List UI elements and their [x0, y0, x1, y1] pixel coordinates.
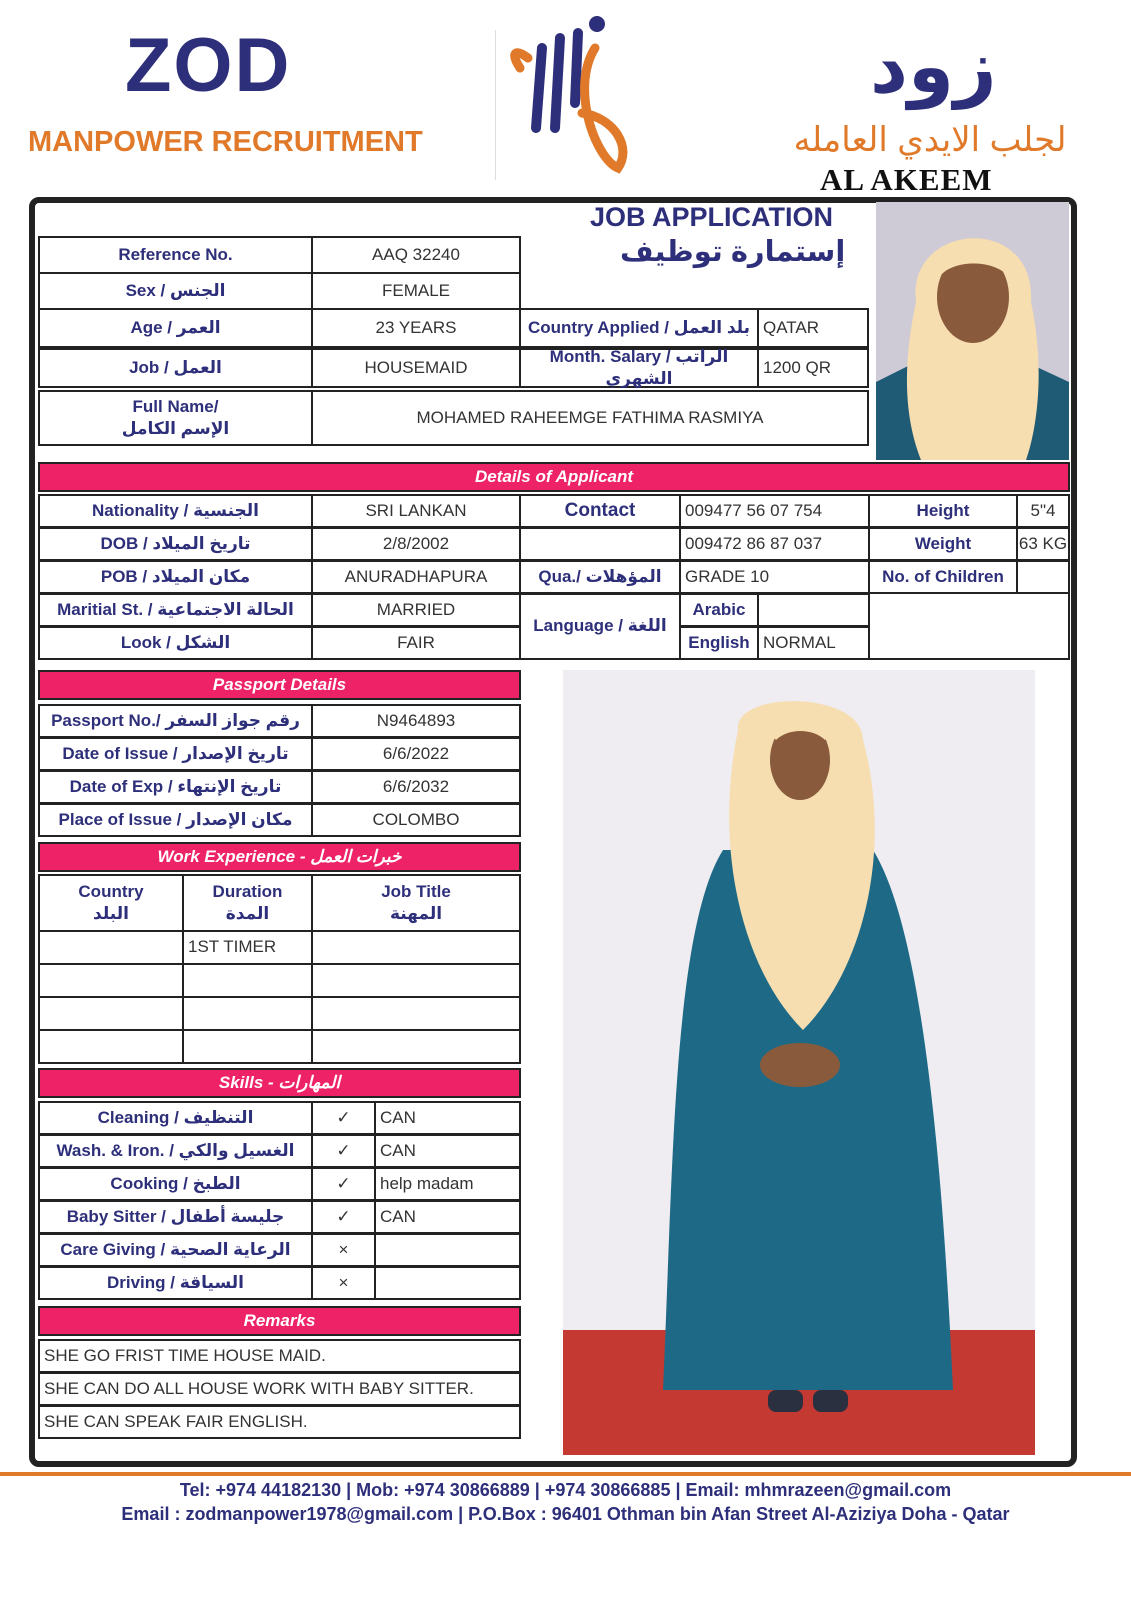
expiry-date-value: 6/6/2032: [311, 770, 521, 804]
applicant-full-photo: [563, 670, 1035, 1455]
job-value: HOUSEMAID: [311, 348, 521, 388]
dob-label: DOB / تاريخ الميلاد: [38, 527, 313, 561]
footer-address-line: Email : zodmanpower1978@gmail.com | P.O.Box : 96401 Othman bin Afan Street Al-Aziziya Doha - Qatar: [121, 1504, 1010, 1524]
brand-al-akeem: AL AKEEM: [820, 162, 993, 197]
issue-date-value: 6/6/2022: [311, 737, 521, 771]
dob-value: 2/8/2002: [311, 527, 521, 561]
skill-mark: ✓: [311, 1200, 376, 1234]
passport-no-value: N9464893: [311, 704, 521, 738]
sex-value: FEMALE: [311, 272, 521, 310]
salary-label: Month. Salary / الراتب الشهري: [519, 348, 759, 388]
work-row-country: [38, 1029, 184, 1064]
skill-label: Care Giving / الرعاية الصحية: [38, 1233, 313, 1267]
form-title: JOB APPLICATION: [590, 202, 834, 232]
ref-value: AAQ 32240: [311, 236, 521, 274]
work-row-job: [311, 996, 521, 1031]
brand-emblem-icon: [500, 8, 640, 178]
contact-label: Contact: [519, 494, 681, 528]
job-label: Job / العمل: [38, 348, 313, 388]
marital-value: MARRIED: [311, 593, 521, 627]
work-row-duration: [182, 963, 313, 998]
passport-no-label: Passport No./ رقم جواز السفر: [38, 704, 313, 738]
footer-contact-line: Tel: +974 44182130 | Mob: +974 30866889 | +974 30866885 | Email: mhmrazeen@gmail.com: [179, 1480, 952, 1500]
skill-note: CAN: [374, 1101, 521, 1135]
skill-mark: ✓: [311, 1167, 376, 1201]
work-col-country: Country البلد: [38, 874, 184, 932]
qualification-label: Qua./ المؤهلات: [519, 560, 681, 594]
work-row-duration: [182, 1029, 313, 1064]
ref-label: Reference No.: [38, 236, 313, 274]
fullname-value: MOHAMED RAHEEMGE FATHIMA RASMIYA: [311, 390, 869, 446]
sex-label: Sex / الجنس: [38, 272, 313, 310]
nationality-label: Nationality / الجنسية: [38, 494, 313, 528]
brand-logo-text: ZOD: [125, 23, 292, 108]
header-divider: [495, 30, 496, 180]
country-applied-label: Country Applied / بلد العمل: [519, 308, 759, 348]
language-label: Language / اللغة: [519, 593, 681, 660]
work-row-job: [311, 963, 521, 998]
skill-mark: ✓: [311, 1134, 376, 1168]
arabic-label: Arabic: [679, 593, 759, 627]
age-value: 23 YEARS: [311, 308, 521, 348]
pob-label: POB / مكان الميلاد: [38, 560, 313, 594]
nationality-value: SRI LANKAN: [311, 494, 521, 528]
work-row-duration: [182, 996, 313, 1031]
work-row-country: [38, 963, 184, 998]
qualification-value: GRADE 10: [679, 560, 870, 594]
arabic-value: [757, 593, 870, 627]
brand-subtitle: MANPOWER RECRUITMENT: [28, 126, 423, 158]
look-label: Look / الشكل: [38, 626, 313, 660]
look-value: FAIR: [311, 626, 521, 660]
skill-note: CAN: [374, 1134, 521, 1168]
remark-line: SHE GO FRIST TIME HOUSE MAID.: [38, 1339, 521, 1373]
work-experience-heading: Work Experience - خبرات العمل: [38, 842, 521, 872]
skill-mark: ✓: [311, 1101, 376, 1135]
issue-place-value: COLOMBO: [311, 803, 521, 837]
english-label: English: [679, 626, 759, 660]
skill-label: Cleaning / التنظيف: [38, 1101, 313, 1135]
expiry-date-label: Date of Exp / تاريخ الإنتهاء: [38, 770, 313, 804]
brand-arabic-logo: زود: [870, 25, 997, 108]
remark-line: SHE CAN SPEAK FAIR ENGLISH.: [38, 1405, 521, 1439]
height-label: Height: [868, 494, 1018, 528]
remarks-heading: Remarks: [38, 1306, 521, 1336]
skill-label: Cooking / الطبخ: [38, 1167, 313, 1201]
brand-arabic-subtitle: لجلب الايدي العامله: [793, 121, 1067, 159]
skills-heading: Skills - المهارات: [38, 1068, 521, 1098]
issue-date-label: Date of Issue / تاريخ الإصدار: [38, 737, 313, 771]
issue-place-label: Place of Issue / مكان الإصدار: [38, 803, 313, 837]
passport-heading: Passport Details: [38, 670, 521, 700]
contact-phone-2: 009472 86 87 037: [679, 527, 870, 561]
work-row-country: [38, 930, 184, 965]
details-blank-cell: [868, 593, 1070, 660]
pob-value: ANURADHAPURA: [311, 560, 521, 594]
footer-divider: [0, 1472, 1131, 1476]
fullname-label: Full Name/ الإسم الكامل: [38, 390, 313, 446]
remark-line: SHE CAN DO ALL HOUSE WORK WITH BABY SITTER.: [38, 1372, 521, 1406]
contact-phone-1: 009477 56 07 754: [679, 494, 870, 528]
skill-label: Driving / السياقة: [38, 1266, 313, 1300]
skill-label: Wash. & Iron. / الغسيل والكي: [38, 1134, 313, 1168]
skill-note: CAN: [374, 1200, 521, 1234]
work-col-duration: Duration المدة: [182, 874, 313, 932]
skill-label: Baby Sitter / جليسة أطفال: [38, 1200, 313, 1234]
applicant-portrait-photo: [876, 202, 1069, 460]
english-value: NORMAL: [757, 626, 870, 660]
work-row-country: [38, 996, 184, 1031]
contact-blank: [519, 527, 681, 561]
skill-mark: ×: [311, 1233, 376, 1267]
age-label: Age / العمر: [38, 308, 313, 348]
skill-note: [374, 1266, 521, 1300]
work-row-duration: 1ST TIMER: [182, 930, 313, 965]
skill-mark: ×: [311, 1266, 376, 1300]
children-value: [1016, 560, 1070, 594]
country-applied-value: QATAR: [757, 308, 869, 348]
details-heading: Details of Applicant: [38, 462, 1070, 492]
work-col-job: Job Title المهنة: [311, 874, 521, 932]
skill-note: help madam: [374, 1167, 521, 1201]
salary-value: 1200 QR: [757, 348, 869, 388]
form-title-arabic: إستمارة توظيف: [620, 236, 846, 268]
height-value: 5"4: [1016, 494, 1070, 528]
weight-value: 63 KG: [1016, 527, 1070, 561]
work-row-job: [311, 930, 521, 965]
marital-label: Maritial St. / الحالة الاجتماعية: [38, 593, 313, 627]
weight-label: Weight: [868, 527, 1018, 561]
work-row-job: [311, 1029, 521, 1064]
children-label: No. of Children: [868, 560, 1018, 594]
skill-note: [374, 1233, 521, 1267]
